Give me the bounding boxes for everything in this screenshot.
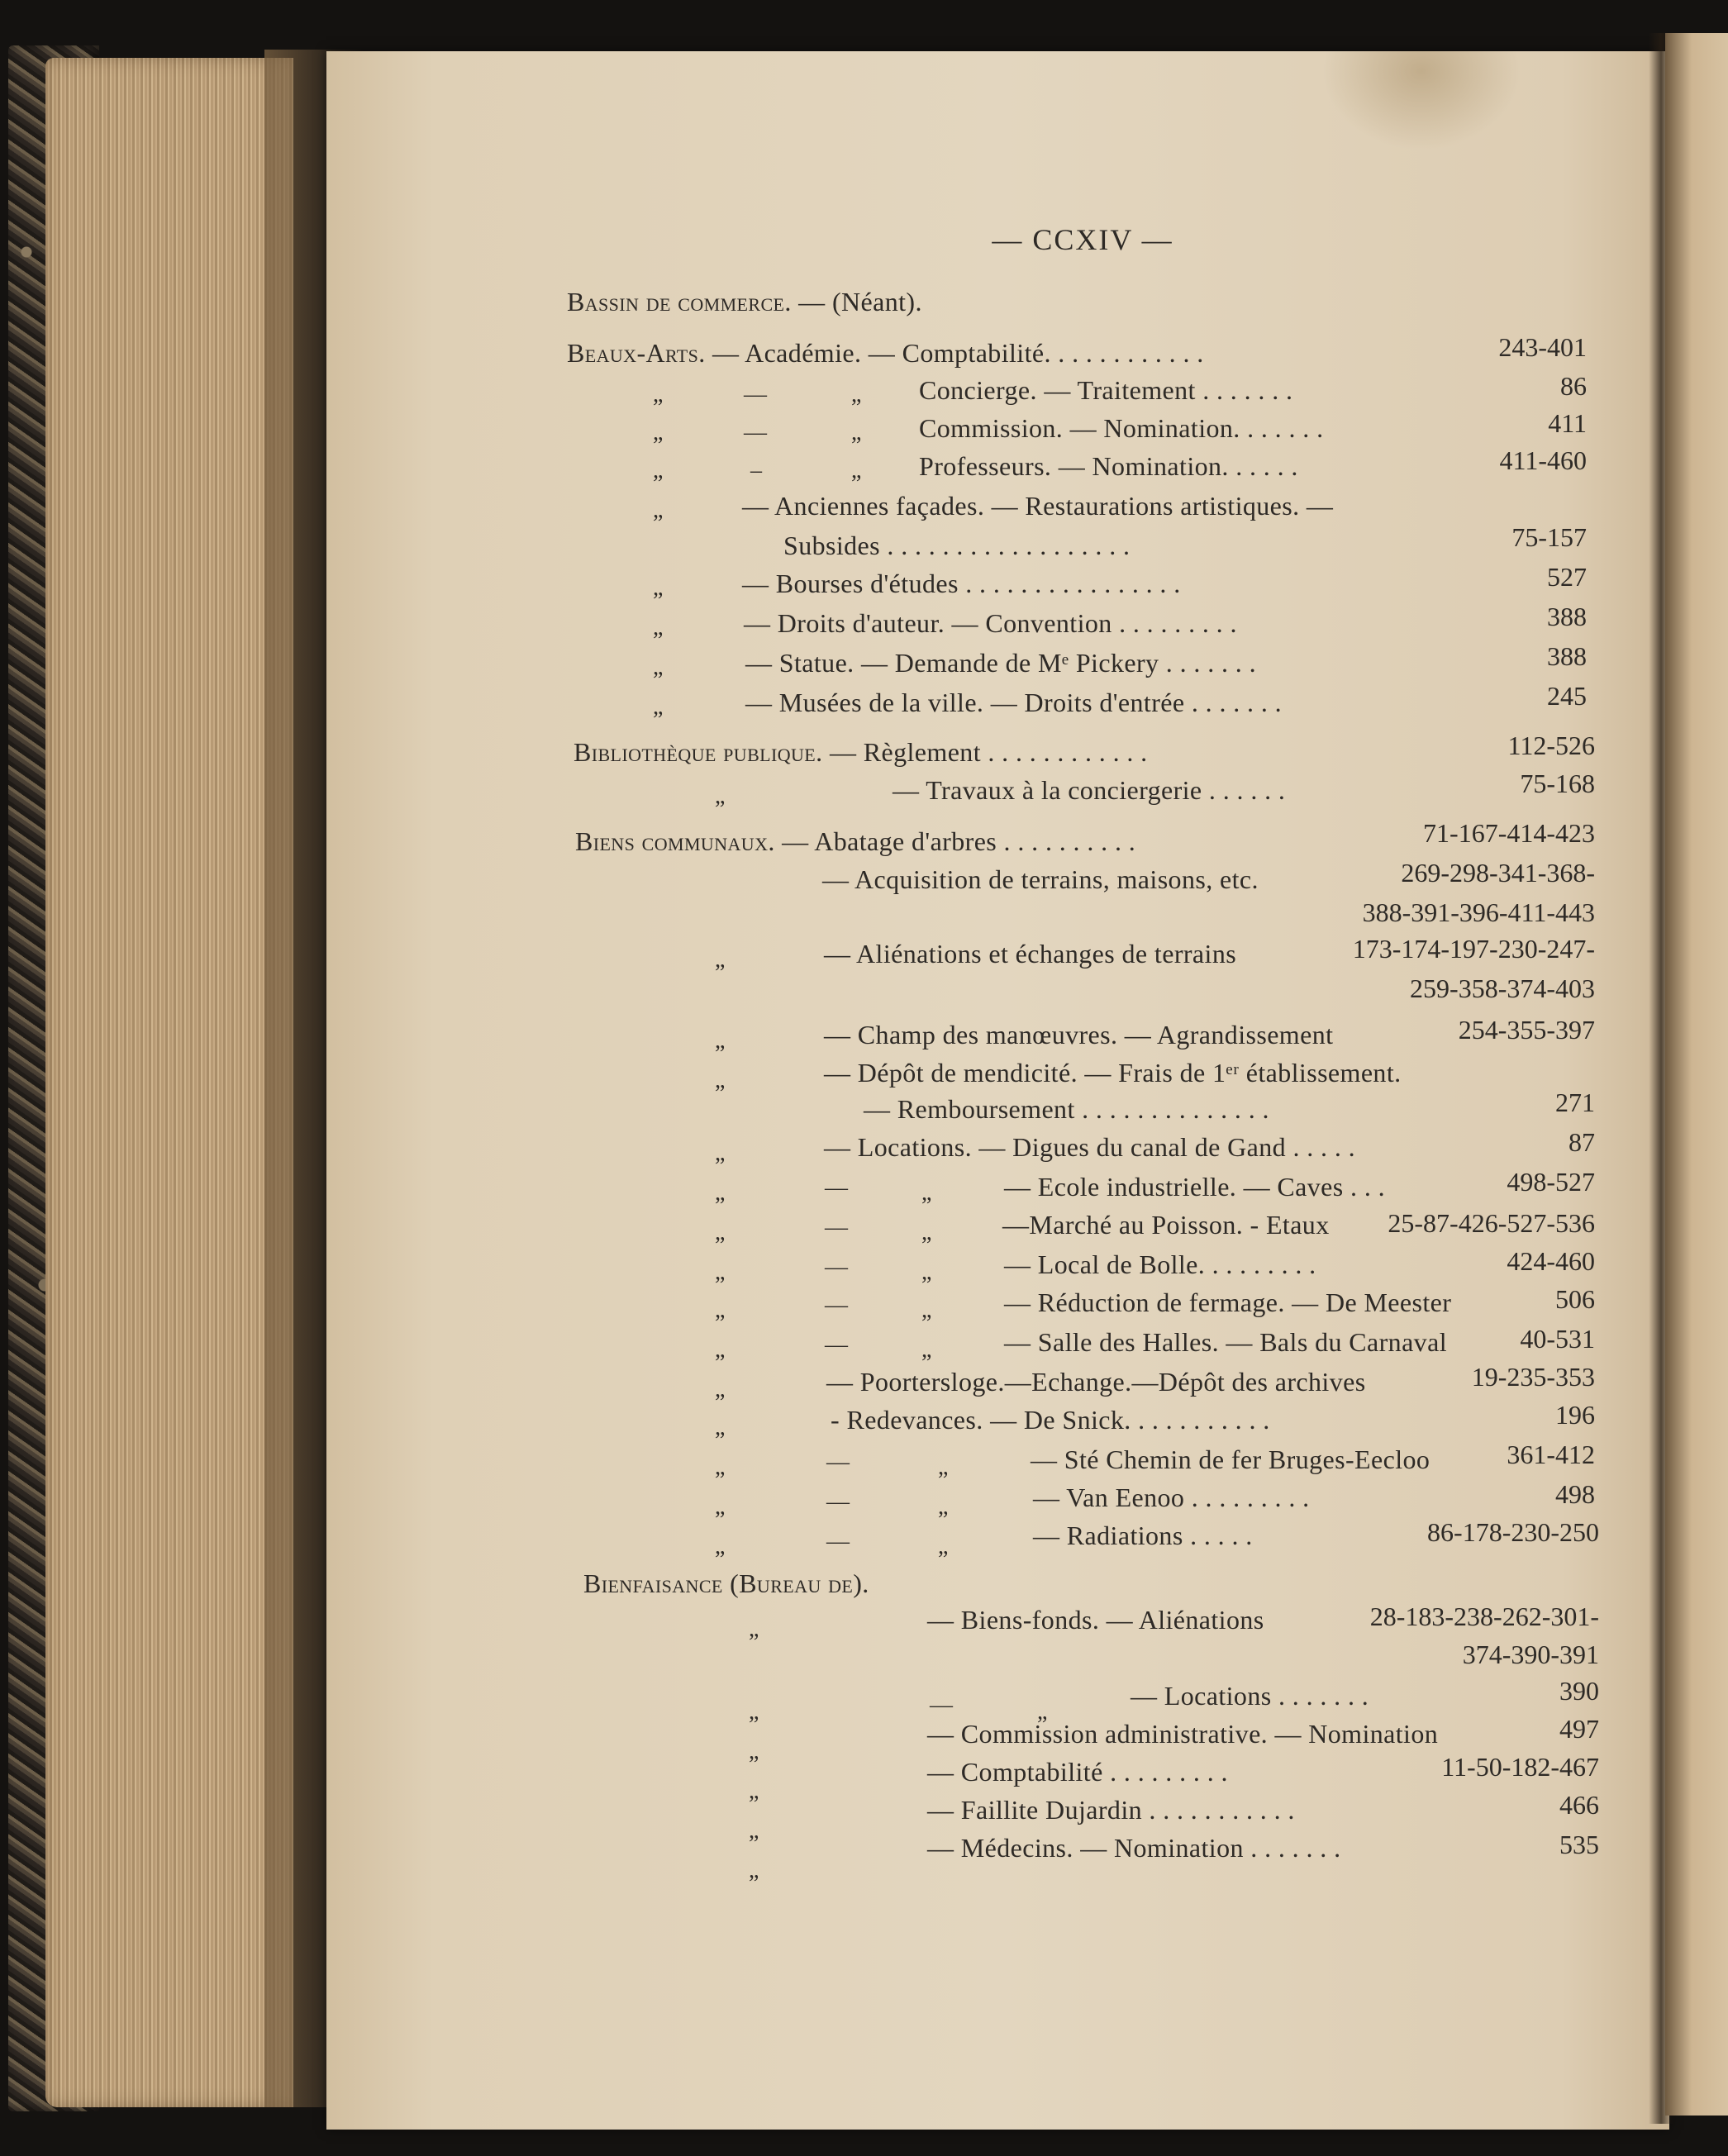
entry-pages: 506 xyxy=(1555,1284,1595,1314)
entry-biens-communaux-14: — Sté Chemin de fer Bruges-Eecloo xyxy=(1031,1444,1430,1474)
entry-bienfaisance-1: — Biens-fonds. — Aliénations xyxy=(927,1605,1264,1635)
ditto-mark: „ xyxy=(653,458,664,483)
entry-biens-communaux-10: — Réduction de fermage. — De Meester xyxy=(1004,1287,1452,1317)
entry-beaux-arts-8: — Statue. — Demande de Mᵉ Pickery . . . . . . . xyxy=(745,648,1257,678)
entry-biens-communaux-7: — Ecole industrielle. — Caves . . . xyxy=(1004,1172,1386,1202)
entry-pages: 259-358-374-403 xyxy=(1410,973,1595,1003)
entry-bienfaisance-3: — Commission administrative. — Nomination xyxy=(927,1719,1439,1749)
ditto-mark: „ xyxy=(749,1818,759,1844)
ditto-dash: – xyxy=(750,458,762,483)
ditto-mark: „ xyxy=(715,1415,726,1440)
entry-pages: 527 xyxy=(1547,562,1587,592)
entry-bibliotheque-2: — Travaux à la conciergerie . . . . . . xyxy=(893,775,1286,805)
entry-pages: 498-527 xyxy=(1507,1167,1595,1197)
entry-bienfaisance-5: — Faillite Dujardin . . . . . . . . . . . xyxy=(927,1795,1295,1825)
entry-label: — Académie. — Comptabilité. . . . . . . . . . . . xyxy=(705,338,1204,368)
entry-pages: 411-460 xyxy=(1499,445,1587,475)
ditto-mark: „ xyxy=(749,1616,759,1642)
entry-biens-communaux-16: — Radiations . . . . . xyxy=(1033,1521,1253,1550)
entry-beaux-arts-5: — Anciennes façades. — Restaurations artistiques. — xyxy=(742,491,1334,521)
entry-pages: 86 xyxy=(1560,371,1587,401)
entry-biens-communaux-4: — Champ des manœuvres. — Agrandissement xyxy=(824,1020,1334,1049)
entry-bibliotheque-1 xyxy=(574,735,1148,769)
entry-pages: 361-412 xyxy=(1507,1440,1595,1469)
entry-pages: 71-167-414-423 xyxy=(1423,818,1595,848)
entry-pages: 388-391-396-411-443 xyxy=(1362,897,1595,927)
ditto-mark: „ xyxy=(715,1377,726,1402)
ditto-mark: „ xyxy=(749,1778,759,1804)
entry-biens-communaux-5: — Dépôt de mendicité. — Frais de 1ᵉʳ établissement. xyxy=(824,1058,1402,1088)
entry-pages: 498 xyxy=(1555,1479,1595,1509)
entry-pages: 388 xyxy=(1547,641,1587,671)
entry-pages: 388 xyxy=(1547,602,1587,631)
entry-biens-communaux-9: — Local de Bolle. . . . . . . . . xyxy=(1004,1249,1316,1279)
entry-pages: 411 xyxy=(1548,408,1587,438)
entry-biens-communaux-15: — Van Eenoo . . . . . . . . . xyxy=(1033,1483,1310,1512)
ditto-mark: „ xyxy=(938,1494,949,1520)
ditto-dash: — xyxy=(826,1529,850,1554)
facing-page-edge xyxy=(1665,33,1728,2116)
ditto-dash: — xyxy=(826,1489,850,1515)
ditto-mark: „ xyxy=(715,1028,726,1054)
entry-bienfaisance-6: — Médecins. — Nomination . . . . . . . xyxy=(927,1833,1341,1863)
entry-beaux-arts-4: Professeurs. — Nomination. . . . . . xyxy=(919,451,1298,481)
ditto-mark: „ xyxy=(749,1858,759,1883)
entry-beaux-arts-3: Commission. — Nomination. . . . . . . xyxy=(919,413,1324,443)
entry-pages: 86-178-230-250 xyxy=(1427,1517,1599,1547)
ditto-mark: „ xyxy=(653,420,664,445)
entry-heading: Biens communaux. xyxy=(575,826,775,856)
entry-pages: 112-526 xyxy=(1507,731,1595,760)
ditto-mark: „ xyxy=(653,615,664,640)
entry-pages: 271 xyxy=(1555,1088,1595,1117)
entry-beaux-arts-1 xyxy=(567,336,1204,369)
ditto-mark: „ xyxy=(1037,1699,1048,1725)
ditto-mark: „ xyxy=(921,1337,932,1363)
ditto-mark: „ xyxy=(715,1068,726,1093)
entry-pages: 269-298-341-368- xyxy=(1401,858,1595,888)
ditto-mark: „ xyxy=(851,420,862,445)
ditto-mark: „ xyxy=(921,1297,932,1323)
ditto-mark: „ xyxy=(715,1494,726,1520)
ditto-mark: „ xyxy=(851,382,862,407)
entry-beaux-arts-7: — Droits d'auteur. — Convention . . . . . . . . . xyxy=(744,608,1237,638)
ditto-mark: „ xyxy=(851,458,862,483)
ditto-dash: — xyxy=(825,1292,848,1318)
ditto-dash: — xyxy=(825,1175,848,1201)
entry-pages: 25-87-426-527-536 xyxy=(1388,1208,1595,1238)
ditto-dash: — xyxy=(825,1332,848,1358)
ditto-mark: „ xyxy=(653,575,664,601)
entry-pages: 196 xyxy=(1555,1400,1595,1430)
ditto-mark: „ xyxy=(715,1140,726,1166)
entry-biens-communaux-13: - Redevances. — De Snick. . . . . . . . . . . xyxy=(831,1405,1270,1435)
page-number: — CCXIV — xyxy=(992,223,1173,256)
entry-pages: 28-183-238-262-301- xyxy=(1369,1602,1599,1631)
entry-biens-communaux-12: — Poortersloge.—Echange.—Dépôt des archives xyxy=(826,1367,1366,1397)
ditto-dash: — xyxy=(930,1692,953,1718)
entry-beaux-arts-6: — Bourses d'études . . . . . . . . . . . . . . . . xyxy=(742,569,1181,598)
ditto-mark: „ xyxy=(715,947,726,973)
entry-biens-communaux-1 xyxy=(575,825,1135,858)
entry-bassin xyxy=(567,285,922,318)
ditto-mark: „ xyxy=(715,1534,726,1559)
page-edges xyxy=(45,58,293,2107)
entry-pages: 243-401 xyxy=(1498,332,1587,362)
entry-beaux-arts-9: — Musées de la ville. — Droits d'entrée . . . . . . . xyxy=(745,688,1283,717)
entry-pages: 374-390-391 xyxy=(1462,1640,1599,1669)
ditto-dash: — xyxy=(825,1215,848,1240)
entry-biens-communaux-8: —Marché au Poisson. - Etaux xyxy=(1002,1210,1330,1240)
entry-heading: Beaux-Arts. xyxy=(567,338,706,368)
entry-pages: 466 xyxy=(1559,1790,1599,1820)
ditto-mark: „ xyxy=(715,1297,726,1323)
ditto-mark: „ xyxy=(653,654,664,680)
ditto-mark: „ xyxy=(715,1180,726,1206)
entry-pages: 424-460 xyxy=(1507,1246,1595,1276)
entry-bienfaisance-2: — Locations . . . . . . . xyxy=(1131,1681,1369,1711)
ditto-mark: „ xyxy=(653,497,664,523)
entry-pages: 173-174-197-230-247- xyxy=(1352,934,1595,964)
ditto-mark: „ xyxy=(653,694,664,720)
ditto-dash: — xyxy=(825,1254,848,1280)
ditto-dash: — xyxy=(826,1449,850,1475)
entry-pages: 40-531 xyxy=(1520,1324,1595,1354)
entry-biens-communaux-3: — Aliénations et échanges de terrains xyxy=(824,939,1237,969)
ditto-mark: „ xyxy=(749,1699,759,1725)
entry-label: — Règlement . . . . . . . . . . . . xyxy=(822,737,1148,767)
ditto-mark: „ xyxy=(921,1220,932,1245)
entry-pages: 75-157 xyxy=(1511,522,1587,552)
entry-pages: 535 xyxy=(1559,1830,1599,1859)
entry-beaux-arts-2: Concierge. — Traitement . . . . . . . xyxy=(919,375,1293,405)
ditto-mark: „ xyxy=(749,1739,759,1764)
ditto-mark: „ xyxy=(938,1454,949,1480)
ditto-mark: „ xyxy=(653,382,664,407)
entry-label: — Abatage d'arbres . . . . . . . . . . xyxy=(774,826,1136,856)
ditto-mark: „ xyxy=(921,1180,932,1206)
entry-pages: 19-235-353 xyxy=(1471,1362,1595,1392)
entry-label: — (Néant). xyxy=(791,287,922,316)
ditto-dash: — xyxy=(744,420,767,445)
entry-pages: 75-168 xyxy=(1520,769,1595,798)
paper-stain xyxy=(1322,51,1521,150)
entry-heading: Bibliothèque publique. xyxy=(574,737,823,767)
ditto-mark: „ xyxy=(715,1259,726,1285)
entry-pages: 497 xyxy=(1559,1714,1599,1744)
entry-pages: 11-50-182-467 xyxy=(1441,1752,1599,1782)
ditto-dash: — xyxy=(744,382,767,407)
ditto-mark: „ xyxy=(715,1220,726,1245)
ditto-mark: „ xyxy=(715,783,726,809)
ditto-mark: „ xyxy=(715,1337,726,1363)
ditto-mark: „ xyxy=(938,1534,949,1559)
entry-biens-communaux-6: — Locations. — Digues du canal de Gand . . . . . xyxy=(824,1132,1356,1162)
entry-pages: 390 xyxy=(1559,1676,1599,1706)
entry-biens-communaux-11: — Salle des Halles. — Bals du Carnaval xyxy=(1004,1327,1447,1357)
ditto-mark: „ xyxy=(921,1259,932,1285)
entry-biens-communaux-5b: — Remboursement . . . . . . . . . . . . . . xyxy=(864,1094,1269,1124)
entry-pages: 254-355-397 xyxy=(1458,1015,1595,1045)
ditto-mark: „ xyxy=(715,1454,726,1480)
entry-pages: 87 xyxy=(1569,1127,1595,1157)
entry-heading: Bassin de commerce. xyxy=(567,287,792,316)
entry-pages: 245 xyxy=(1547,681,1587,711)
entry-bienfaisance-4: — Comptabilité . . . . . . . . . xyxy=(927,1757,1228,1787)
entry-bienfaisance-heading xyxy=(583,1567,869,1600)
entry-heading: Bienfaisance (Bureau de). xyxy=(583,1568,869,1598)
entry-beaux-arts-5b: Subsides . . . . . . . . . . . . . . . . . . xyxy=(783,531,1131,560)
entry-biens-communaux-2: — Acquisition de terrains, maisons, etc. xyxy=(822,864,1259,894)
